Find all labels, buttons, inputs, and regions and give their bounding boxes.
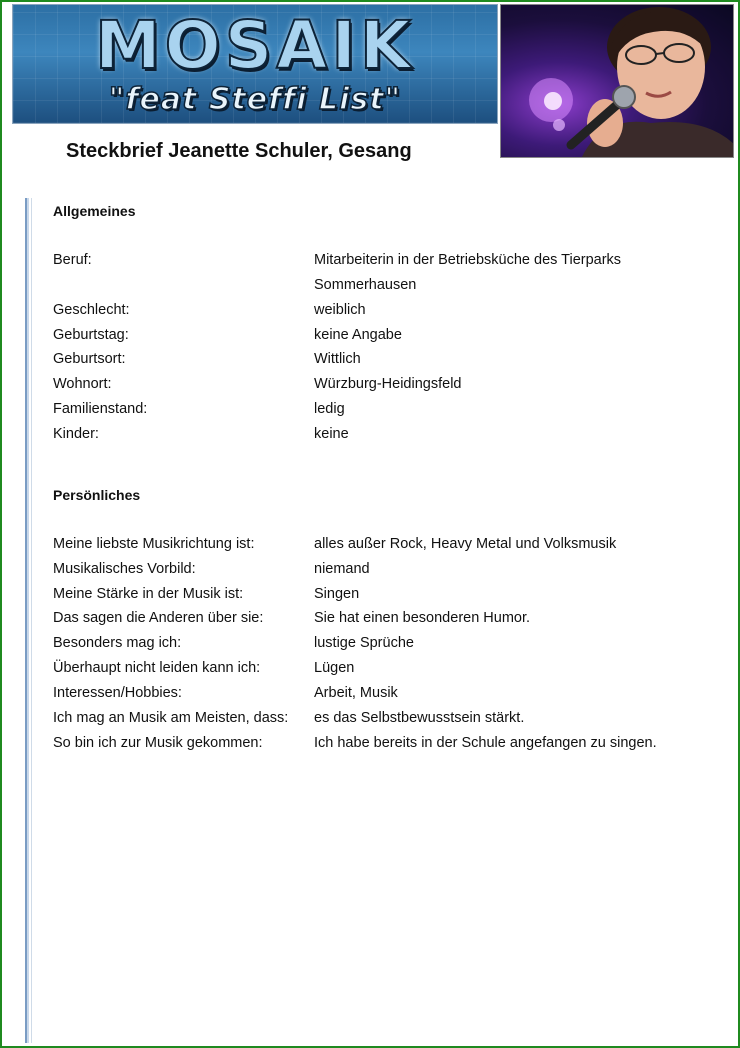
row-value: Mitarbeiterin in der Betriebsküche des Tierparks (314, 252, 622, 268)
banner-title: MOSAIK (94, 7, 416, 84)
row-label: So bin ich zur Musik gekommen: (53, 735, 263, 751)
row-value: lustige Sprüche (314, 635, 414, 651)
singer-photo (500, 4, 734, 158)
row-value: Singen (314, 586, 360, 602)
row-label: Musikalisches Vorbild: (53, 561, 196, 577)
row-value: Lügen (314, 660, 355, 676)
left-decorative-line (31, 198, 32, 1043)
section-title-allgemeines: Allgemeines (53, 203, 136, 219)
row-value: ledig (314, 401, 345, 417)
banner-subtitle: "feat Steffi List" (108, 82, 402, 117)
row-value: es das Selbstbewusstsein stärkt. (314, 710, 525, 726)
row-label: Geburtstag: (53, 327, 129, 343)
row-label: Wohnort: (53, 376, 112, 392)
row-label: Geschlecht: (53, 302, 130, 318)
row-value: Sommerhausen (314, 277, 417, 293)
page-title: Steckbrief Jeanette Schuler, Gesang (66, 140, 412, 162)
row-value: keine Angabe (314, 327, 402, 343)
row-label: Beruf: (53, 252, 92, 268)
row-value: keine (314, 426, 349, 442)
row-value: Arbeit, Musik (314, 685, 398, 701)
row-label: Familienstand: (53, 401, 148, 417)
left-decorative-bar (25, 198, 29, 1043)
row-value: alles außer Rock, Heavy Metal und Volksmusik (314, 536, 617, 552)
singer-photo-illustration (501, 5, 734, 158)
row-label: Meine liebste Musikrichtung ist: (53, 536, 255, 552)
row-label: Besonders mag ich: (53, 635, 182, 651)
row-value: Sie hat einen besonderen Humor. (314, 610, 531, 626)
row-label: Ich mag an Musik am Meisten, dass: (53, 710, 289, 726)
row-value: weiblich (314, 302, 366, 318)
row-label: Überhaupt nicht leiden kann ich: (53, 660, 261, 676)
row-label: Kinder: (53, 426, 99, 442)
row-value: Wittlich (314, 351, 361, 367)
row-label: Interessen/Hobbies: (53, 685, 182, 701)
row-label: Meine Stärke in der Musik ist: (53, 586, 244, 602)
row-value: Ich habe bereits in der Schule angefangen zu singen. (314, 735, 657, 751)
row-label: Das sagen die Anderen über sie: (53, 610, 264, 626)
row-label: Geburtsort: (53, 351, 126, 367)
mosaik-banner (12, 4, 498, 124)
row-value: niemand (314, 561, 370, 577)
section-title-persoenliches: Persönliches (53, 487, 141, 503)
row-value: Würzburg-Heidingsfeld (314, 376, 462, 392)
